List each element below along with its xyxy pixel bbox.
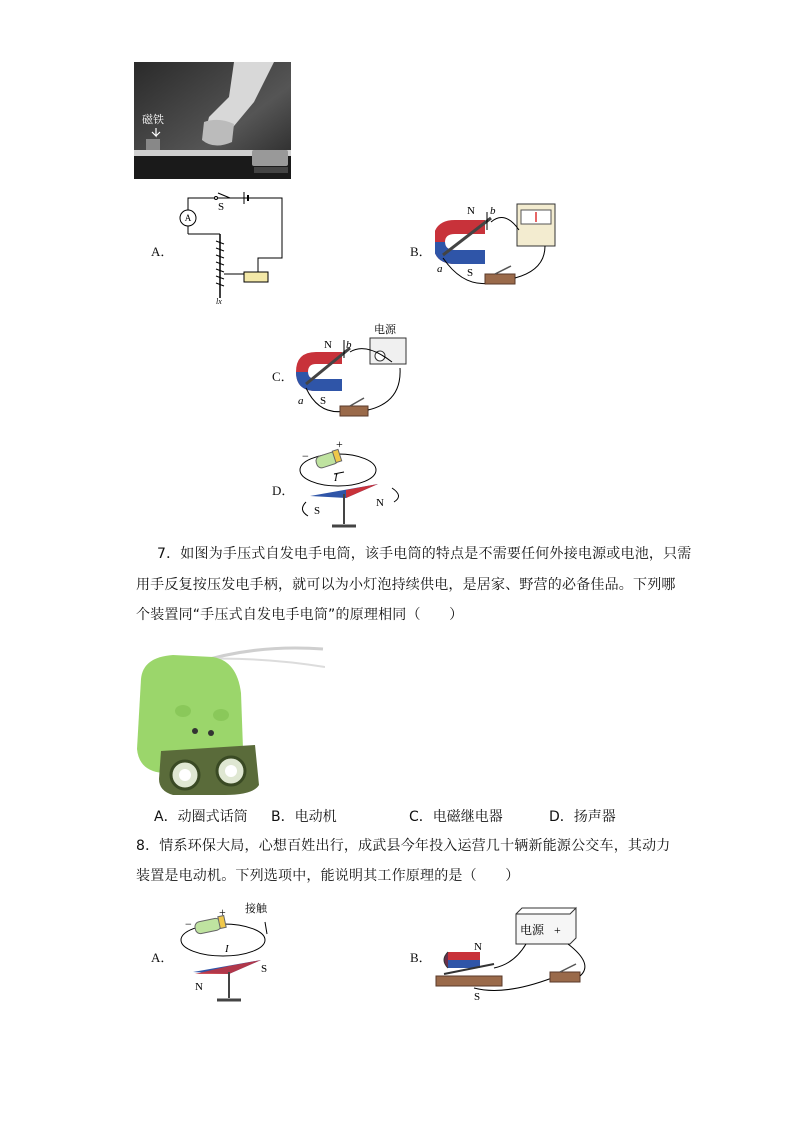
- q7-stem: [157, 539, 717, 569]
- flashlight-photo: [133, 639, 325, 797]
- north-pole-label: N: [376, 497, 384, 509]
- q7-stem-cont: [136, 570, 716, 630]
- q7-choice-d[interactable]: D．扬声器: [549, 809, 616, 825]
- end-a-label: a: [298, 395, 304, 407]
- q8-option-a-label[interactable]: A．: [151, 950, 174, 965]
- q8-line-1: 8．情系环保大局，心想百姓出行，成武县今年投入运营几十辆新能源公交车，其动力: [136, 838, 671, 854]
- power-source-label: 电源: [374, 324, 396, 336]
- north-pole-label: N: [324, 339, 332, 351]
- q6-option-a-label[interactable]: A．: [151, 244, 174, 259]
- south-pole-label: S: [314, 505, 321, 517]
- power-source-label: 电源: [520, 923, 545, 937]
- south-pole-label: S: [261, 963, 268, 975]
- south-pole-label: S: [320, 395, 327, 407]
- end-b-label: b: [346, 339, 352, 351]
- q7-choice-b[interactable]: B．电动机: [271, 809, 337, 825]
- q8-option-a-diagram: [175, 900, 295, 1008]
- plus-label: +: [336, 437, 343, 451]
- minus-label: −: [185, 917, 192, 931]
- q6-option-c-diagram: [296, 322, 416, 424]
- svg-text:lx: lx: [216, 297, 222, 306]
- plus-label: +: [554, 923, 561, 937]
- contact-label: 接触: [245, 903, 267, 915]
- current-label: I: [334, 472, 338, 484]
- q7-choice-c[interactable]: C．电磁继电器: [409, 809, 503, 825]
- south-pole-label: S: [474, 991, 481, 1003]
- north-pole-label: N: [474, 941, 482, 953]
- q7-line-2: 用手反复按压发电手柄，就可以为小灯泡持续供电，是居家、野营的必备佳品。下列哪: [136, 577, 676, 593]
- q7-choices: [154, 806, 674, 826]
- ammeter-label: A: [184, 213, 192, 223]
- q6-option-d-label[interactable]: D．: [272, 483, 295, 498]
- plus-label: +: [219, 905, 226, 919]
- end-b-label: b: [490, 205, 496, 217]
- q8-option-b-diagram: [434, 904, 604, 1004]
- switch-label: S: [218, 201, 225, 213]
- q7-choice-a[interactable]: A．动圈式话筒: [154, 809, 248, 825]
- q6-option-a-diagram: [178, 186, 288, 306]
- end-a-label: a: [437, 263, 443, 275]
- north-pole-label: N: [195, 981, 203, 993]
- q6-option-c-label[interactable]: C．: [272, 369, 294, 384]
- magnet-label: 磁铁: [142, 113, 164, 126]
- minus-label: −: [302, 449, 309, 463]
- magnet-photo: [134, 62, 291, 179]
- q8-stem: [136, 831, 716, 891]
- q7-line-3: 个装置同“手压式自发电手电筒”的原理相同（ ）: [136, 607, 464, 623]
- q7-line-1: 7．如图为手压式自发电手电筒，该手电筒的特点是不需要任何外接电源或电池，只需: [157, 546, 692, 562]
- q6-option-d-diagram: [296, 436, 408, 534]
- current-label: I: [225, 943, 229, 955]
- q6-option-b-diagram: [435, 200, 560, 295]
- q8-option-b-label[interactable]: B．: [410, 950, 432, 965]
- south-pole-label: S: [467, 267, 474, 279]
- north-pole-label: N: [467, 205, 475, 217]
- q8-line-2: 装置是电动机。下列选项中，能说明其工作原理的是（ ）: [136, 868, 520, 884]
- q6-option-b-label[interactable]: B．: [410, 244, 432, 259]
